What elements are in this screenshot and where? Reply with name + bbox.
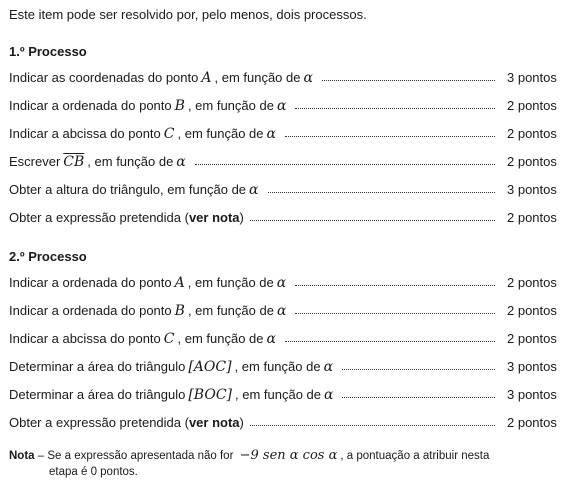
p1-row-6: Obter a expressão pretendida (ver nota) 2 pontos: [9, 210, 557, 225]
dot-leader: [342, 368, 495, 370]
math-symbol: B: [174, 98, 185, 114]
row-text: , em função de: [177, 126, 264, 141]
math-symbol: [AOC]: [188, 359, 232, 375]
score: 2 pontos: [507, 210, 557, 225]
note-text: , a pontuação a atribuir nesta: [340, 450, 490, 462]
intro-text: Este item pode ser resolvido por, pelo menos, dois processos.: [9, 7, 367, 22]
math-symbol: A: [201, 70, 212, 86]
row-text: Indicar a ordenada do ponto: [9, 275, 172, 290]
score: 2 pontos: [507, 126, 557, 141]
math-variable: α: [266, 331, 276, 347]
row-text: Indicar a ordenada do ponto: [9, 98, 172, 113]
row-text: , em função de: [187, 303, 274, 318]
row-text: , em função de: [177, 331, 264, 346]
dot-leader: [342, 396, 495, 398]
dot-leader: [285, 340, 495, 342]
row-text: , em função de: [234, 359, 321, 374]
p1-row-2: [9, 98, 557, 118]
dot-leader: [250, 424, 495, 426]
row-text: Indicar a abcissa do ponto: [9, 331, 161, 346]
note-expression: −9 sen α cos α: [239, 448, 338, 463]
note-label: Nota: [9, 450, 35, 462]
row-text: Obter a expressão pretendida: [9, 210, 181, 225]
score: 2 pontos: [507, 275, 557, 290]
p2-row-3: [9, 331, 557, 351]
math-symbol: C: [163, 126, 175, 142]
p1-row-1: [9, 70, 557, 90]
math-segment-overline: $\overline{CB}$: [63, 154, 85, 170]
math-symbol: C: [163, 331, 175, 347]
row-text: Indicar as coordenadas do ponto: [9, 70, 199, 85]
row-text: , em função de: [214, 70, 301, 85]
math-variable: α: [276, 303, 287, 319]
score: 3 pontos: [507, 387, 557, 402]
math-variable: α: [276, 275, 287, 291]
p1-row-4: [9, 154, 557, 174]
row-text: Determinar a área do triângulo: [9, 359, 186, 374]
note-line-2: etapa é 0 pontos.: [49, 466, 138, 478]
dot-leader: [250, 219, 495, 221]
dot-leader: [285, 135, 495, 137]
score: 2 pontos: [507, 331, 557, 346]
math-variable: α: [324, 387, 334, 403]
score: 2 pontos: [507, 98, 557, 113]
p2-row-2: [9, 303, 557, 323]
math-variable: α: [249, 182, 259, 198]
score: 3 pontos: [507, 182, 557, 197]
math-variable: α: [176, 154, 186, 170]
p1-row-5: [9, 182, 557, 202]
math-variable: α: [276, 98, 287, 114]
row-text: Escrever: [9, 154, 61, 169]
row-text: , em função de: [187, 98, 274, 113]
p2-row-5: [9, 387, 557, 407]
math-variable: α: [303, 70, 313, 86]
process-1-heading: 1.º Processo: [9, 44, 87, 59]
p1-row-3: [9, 126, 557, 146]
p2-row-6: Obter a expressão pretendida (ver nota) 2 pontos: [9, 415, 557, 430]
note-text: – Se a expressão apresentada não for: [34, 450, 234, 462]
dot-leader: [295, 312, 495, 314]
score: 3 pontos: [507, 359, 557, 374]
dot-leader: [195, 163, 495, 165]
p2-row-1: [9, 275, 557, 295]
row-text: Determinar a área do triângulo: [9, 387, 186, 402]
see-note-label: ver nota: [188, 210, 240, 225]
math-variable: α: [266, 126, 276, 142]
row-text: Indicar a abcissa do ponto: [9, 126, 161, 141]
note: [9, 448, 529, 480]
process-2-heading: 2.º Processo: [9, 249, 87, 264]
math-symbol: [BOC]: [188, 387, 232, 403]
math-symbol: B: [174, 303, 185, 319]
score: 3 pontos: [507, 70, 557, 85]
row-text: , em função de: [235, 387, 321, 402]
row-text: Obter a altura do triângulo, em função de: [9, 182, 247, 197]
see-note-label: ver nota: [188, 415, 240, 430]
math-variable: α: [323, 359, 334, 375]
row-text: , em função de: [87, 154, 174, 169]
score: 2 pontos: [507, 154, 557, 169]
row-text: Obter a expressão pretendida: [9, 415, 181, 430]
score: 2 pontos: [507, 415, 557, 430]
dot-leader: [295, 284, 495, 286]
dot-leader: [322, 79, 495, 81]
math-symbol: A: [174, 275, 185, 291]
dot-leader: [295, 107, 495, 109]
dot-leader: [268, 191, 495, 193]
p2-row-4: [9, 359, 557, 379]
row-text: , em função de: [187, 275, 274, 290]
row-text: Indicar a ordenada do ponto: [9, 303, 172, 318]
score: 2 pontos: [507, 303, 557, 318]
note-line-1: [9, 448, 529, 464]
